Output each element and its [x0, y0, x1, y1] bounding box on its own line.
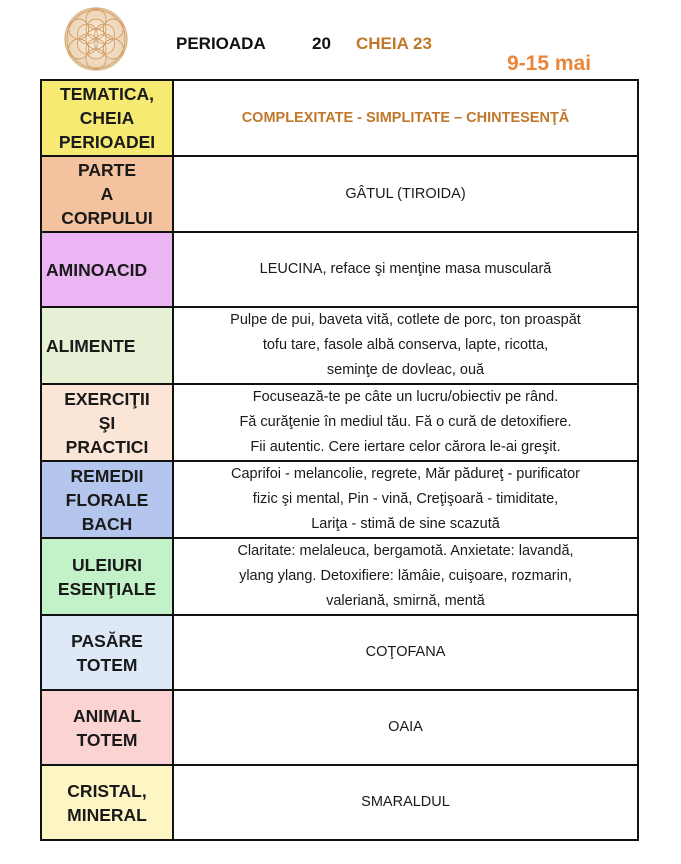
row-label-line: PASĂRE [71, 630, 143, 651]
row-label-line: CRISTAL, [67, 780, 147, 801]
row-value-line: GÂTUL (TIROIDA) [345, 185, 466, 202]
row-label-line: ESENŢIALE [57, 578, 157, 599]
key-label: CHEIA 23 [356, 34, 432, 53]
row-value-line: Pulpe de pui, baveta vită, cotlete de porc, ton proaspăt [230, 312, 581, 328]
table-row [41, 615, 638, 690]
table-row [41, 307, 638, 384]
row-value-line: Lariţa - stimă de sine scazută [311, 516, 500, 532]
row-value-cell [173, 615, 638, 690]
row-value-line: fizic şi mental, Pin - vină, Creţişoară - timiditate, [252, 491, 559, 507]
row-value-line: valeriană, smirnă, mentă [326, 593, 485, 609]
row-label-line: PRACTICI [65, 436, 149, 457]
row-label-line: ANIMAL [72, 705, 142, 726]
row-label-line: CHEIA [79, 108, 135, 128]
row-value-line: SMARALDUL [361, 794, 450, 810]
row-label-line: AMINOACID [46, 259, 148, 280]
row-label-cell [41, 461, 173, 538]
row-value-line: Caprifoi - melancolie, regrete, Măr pădureţ - purificator [231, 466, 580, 482]
row-label-line: ŞI [98, 412, 116, 433]
row-label-line: TOTEM [76, 654, 138, 675]
row-label-line: TEMATICA, [60, 84, 154, 104]
table-row [41, 461, 638, 538]
period-table [40, 79, 639, 841]
table-row [41, 232, 638, 307]
row-label-cell [41, 765, 173, 840]
row-value-line: COŢOFANA [365, 644, 446, 660]
row-value-line: Fă curăţenie în mediul tău. Fă o cură de detoxifiere. [239, 414, 572, 430]
row-value-cell [173, 384, 638, 461]
row-label-cell [41, 384, 173, 461]
row-value-cell [173, 690, 638, 765]
row-value-cell [173, 461, 638, 538]
row-label-cell [41, 156, 173, 232]
row-label-line: BACH [81, 513, 133, 534]
table-row [41, 538, 638, 615]
row-value-line: ylang ylang. Detoxifiere: lămâie, cuişoare, rozmarin, [239, 568, 572, 584]
row-label-line: ALIMENTE [46, 335, 136, 356]
row-label-line: MINERAL [67, 804, 147, 825]
table-row [41, 765, 638, 840]
row-label-cell [41, 232, 173, 307]
row-label-line: PERIOADEI [58, 132, 156, 152]
row-value-line: LEUCINA, reface şi menţine masa musculară [259, 261, 552, 277]
row-label-cell [41, 307, 173, 384]
flower-of-life-icon [63, 6, 129, 72]
row-value-cell [173, 307, 638, 384]
row-value-cell [173, 156, 638, 232]
row-label-line: TOTEM [76, 729, 138, 750]
row-value-cell [173, 80, 638, 156]
row-label-cell [41, 690, 173, 765]
row-label-line: REMEDII [70, 465, 144, 486]
row-value-cell [173, 232, 638, 307]
row-label-line: ULEIURI [72, 554, 142, 575]
row-value-line: Claritate: melaleuca, bergamotă. Anxietate: lavandă, [237, 543, 574, 559]
period-dates: 9-15 mai [507, 52, 592, 75]
period-label: PERIOADA [176, 34, 266, 53]
row-label-cell [41, 538, 173, 615]
table-row [41, 156, 638, 232]
row-value-line: OAIA [388, 719, 423, 735]
row-label-line: PARTE [77, 160, 136, 180]
row-label-line: A [100, 184, 114, 204]
row-label-line: FLORALE [65, 489, 149, 510]
row-value-cell [173, 538, 638, 615]
row-label-cell [41, 615, 173, 690]
table-row [41, 690, 638, 765]
table-row [41, 80, 638, 156]
period-number: 20 [312, 34, 331, 53]
row-label-line: CORPULUI [61, 208, 153, 228]
row-label-cell [41, 80, 173, 156]
row-value-line: tofu tare, fasole albă conserva, lapte, ricotta, [262, 337, 549, 353]
row-value-line: Focusează-te pe câte un lucru/obiectiv pe rând. [252, 389, 559, 405]
row-value-line: COMPLEXITATE - SIMPLITATE – CHINTESENŢĂ [241, 109, 570, 126]
row-value-line: seminţe de dovleac, ouă [326, 362, 485, 378]
row-value-line: Fii autentic. Cere iertare celor cărora le-ai greşit. [250, 439, 561, 455]
table-row [41, 384, 638, 461]
row-value-cell [173, 765, 638, 840]
row-label-line: EXERCIŢII [64, 388, 150, 409]
period-table-body [41, 80, 638, 840]
